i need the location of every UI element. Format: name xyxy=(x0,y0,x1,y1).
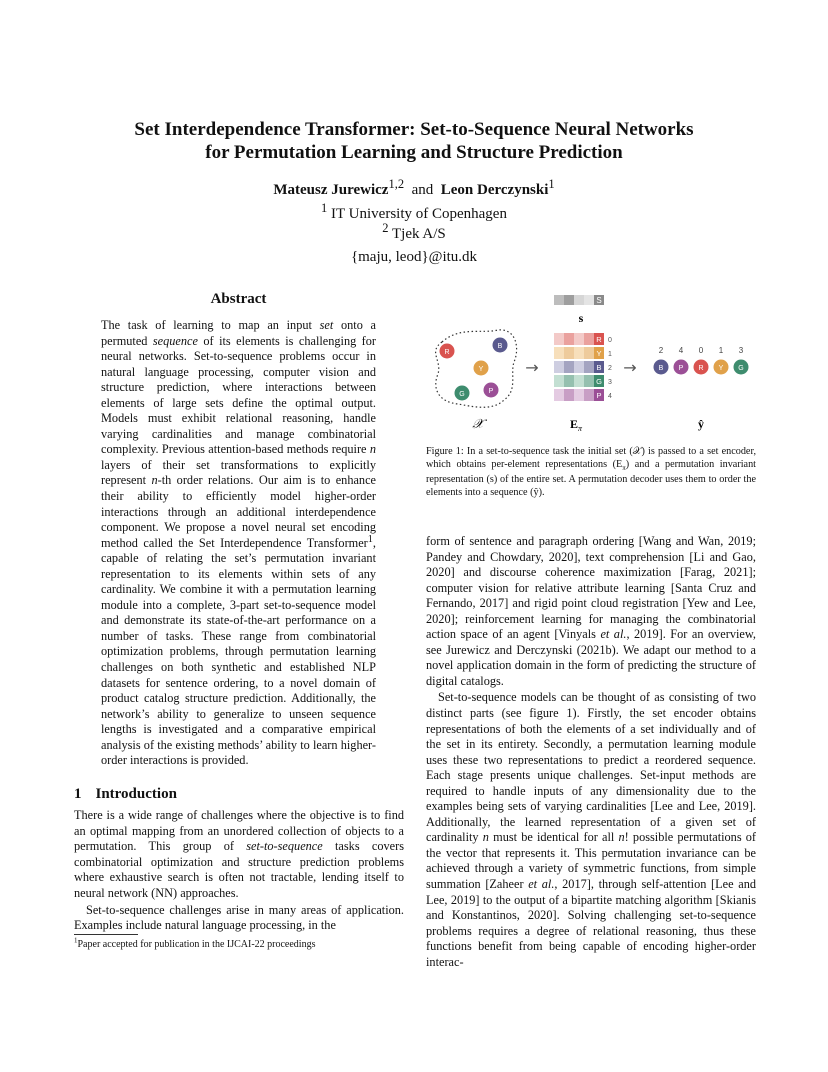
output-sequence xyxy=(654,346,749,375)
e-cell xyxy=(564,389,574,401)
paragraph-text: , 2019]. For an overview, see Jurewicz and Derczynski (2021b). We adapt our method to a novel application domain in the form of predicting the structure of digital catalogs. xyxy=(426,627,756,688)
math-n: n xyxy=(369,442,377,457)
e-cell xyxy=(584,389,594,401)
e-row-index: 4 xyxy=(608,393,612,400)
e-cell xyxy=(574,375,584,387)
figure-diagram xyxy=(420,290,760,440)
abstract-emphasis: sequence xyxy=(152,333,198,348)
abstract-heading: Abstract xyxy=(210,291,267,307)
paragraph xyxy=(426,690,756,970)
e-row-index: 1 xyxy=(608,351,612,358)
e-cell xyxy=(554,375,564,387)
affiliation-1 xyxy=(0,201,828,224)
element-representations xyxy=(554,333,612,401)
paragraph-text: ! possible permutations of the vector that represents it. This permutation invariance can be achieved through a variety of symmetric functions, from simple summation [Zaheer xyxy=(426,830,757,892)
e-token-letter: R xyxy=(596,335,602,344)
paragraph-emphasis: et al. xyxy=(528,877,555,892)
s-cell xyxy=(554,295,564,305)
section-number: 1 xyxy=(74,786,82,802)
abstract-text: The task of learning to map an input xyxy=(101,318,312,332)
set-node-label: R xyxy=(444,349,450,356)
e-cell xyxy=(584,347,594,359)
output-index: 2 xyxy=(658,346,664,355)
e-token-letter: P xyxy=(596,391,602,400)
author-conjunction: and xyxy=(411,182,434,198)
e-cell xyxy=(554,389,564,401)
caption-text: Figure 1: In a set-to-sequence task the initial set (𝒳) is passed to a set encoder, which obtains per-element representations (E xyxy=(426,446,756,470)
affiliations xyxy=(0,201,828,267)
footnote-mark[interactable]: 1 xyxy=(367,533,373,545)
output-node-label: P xyxy=(678,365,684,372)
e-cell xyxy=(574,389,584,401)
abstract-text: -th order relations. Our aim is to enhance their ability to efficiently model higher-order interactions through an additional interdependence component. We propose a novel neural set encoding method called the Set Interdependence Transformer xyxy=(101,473,376,550)
affiliation-1-name: IT University of Copenhagen xyxy=(331,206,507,222)
s-label: s xyxy=(578,311,584,325)
e-cell xyxy=(564,375,574,387)
output-index: 4 xyxy=(678,346,684,355)
e-token-letter: B xyxy=(596,363,602,372)
affiliation-1-mark: 1 xyxy=(321,201,328,215)
section-title: Introduction xyxy=(95,786,177,802)
output-node-label: B xyxy=(658,365,664,372)
e-token-letter: Y xyxy=(596,349,602,358)
paragraph-emphasis: set-to-sequence xyxy=(246,839,323,854)
e-token-letter: G xyxy=(596,377,602,386)
abstract-text: layers of their set transformations to explicitly represent xyxy=(101,457,376,488)
figure-1 xyxy=(420,290,760,440)
author-2-affil: 1 xyxy=(548,177,555,191)
e-cell xyxy=(554,333,564,345)
e-cell xyxy=(574,333,584,345)
set-node-label: P xyxy=(488,388,494,395)
e-row-index: 2 xyxy=(608,365,612,372)
author-1-affil: 1,2 xyxy=(388,177,405,191)
affiliation-2-name: Tjek A/S xyxy=(391,226,446,242)
author-line xyxy=(0,177,828,200)
paragraph: Set-to-sequence challenges arise in many areas of application. Examples include natural language processing, in the xyxy=(74,902,404,933)
e-cell xyxy=(574,361,584,373)
paragraph-text: There is a wide range of challenges where the objective is to find an optimal mapping from an unordered collection of objects to a permutation. This group of xyxy=(74,808,404,854)
e-cell xyxy=(574,347,584,359)
paragraph-emphasis: et al. xyxy=(600,627,627,642)
s-cell xyxy=(584,295,594,305)
abstract-body xyxy=(101,318,376,769)
paragraph-text: form of sentence and paragraph ordering [Wang and Wan, 2019; Pandey and Chowdary, 2020], text comprehension [Li and Gao, 2020] and discourse coherence maximization [Farag, 2021]; computer vision for relative attribute learning [Santa Cruz and Fernando, 2017] and rigid point cloud registration [Yew and Lee, 2020]; reinforcement learning for managing the combinatorial action space of an agent [Vinyals xyxy=(426,534,756,642)
math-n: n xyxy=(151,473,158,488)
output-node-label: G xyxy=(738,365,744,372)
e-label-sub: π xyxy=(578,424,583,433)
paragraph xyxy=(426,534,756,689)
section-heading xyxy=(74,786,404,803)
abstract-text: onto a permuted xyxy=(101,318,377,348)
output-index: 3 xyxy=(738,346,744,355)
x-label: 𝒳 xyxy=(472,416,484,431)
intro-body xyxy=(74,808,404,934)
abstract-emphasis: set xyxy=(319,318,334,332)
footnote-number: 1 xyxy=(74,936,78,945)
output-index: 0 xyxy=(698,346,704,355)
e-cell xyxy=(584,333,594,345)
paper-title xyxy=(0,118,828,164)
e-cell xyxy=(564,347,574,359)
e-cell xyxy=(554,361,564,373)
e-label-main: E xyxy=(569,417,578,431)
footnote-rule xyxy=(74,934,138,935)
output-node-label: R xyxy=(698,365,704,372)
set-node-label: G xyxy=(459,391,465,398)
abstract-text: , capable of relating the set’s permutation invariant representation to its elements within sets of any cardinality. We combine it with a permutation learning module into a complete, 3-part set-to-sequence model and demonstrate its state-of-the-art performance on a number of tasks. These range from combinatorial optimization problems, through permutation learning challenges on both synthetic and established NLP datasets for sentence ordering, to a novel domain of product catalog structure prediction. Additionally, the network’s ability to generalize to unseen sequence lengths is investigated and a comparative empirical analysis of the existing methods’ ability to learn higher-order interactions is provided. xyxy=(101,535,376,768)
title-line-2: for Permutation Learning and Structure Prediction xyxy=(205,142,623,163)
e-row-index: 0 xyxy=(608,337,612,344)
output-index: 1 xyxy=(718,346,724,355)
e-cell xyxy=(564,361,574,373)
paragraph xyxy=(74,808,404,902)
caption-text: ) and a permutation invariant representation (s) of the entire set. A permutation decoder uses them to order the elements into a sequence (ŷ). xyxy=(426,458,756,498)
paragraph-text: tasks covers combinatorial optimization and structure prediction problems where exhaustive search is often not tractable, lending itself to neural network (NN) approaches. xyxy=(74,839,404,900)
affiliation-2 xyxy=(0,221,828,244)
paragraph-text: must be identical for all xyxy=(493,830,615,845)
footnote xyxy=(74,938,404,951)
caption-sub: π xyxy=(622,463,626,472)
arrow-1: → xyxy=(525,358,539,377)
e-row-index: 3 xyxy=(608,379,612,386)
author-2: Leon Derczynski xyxy=(440,182,549,198)
s-token: S xyxy=(596,296,602,305)
arrow-2: → xyxy=(623,358,637,377)
title-line-1: Set Interdependence Transformer: Set-to-Sequence Neural Networks xyxy=(134,119,694,140)
right-column-body xyxy=(426,534,756,970)
e-cell xyxy=(584,375,594,387)
set-node-label: B xyxy=(497,343,503,350)
e-cell xyxy=(564,333,574,345)
y-hat-label: ŷ xyxy=(698,417,704,431)
email: {maju, leod}@itu.dk xyxy=(350,249,478,265)
e-label xyxy=(570,417,583,433)
output-node-label: Y xyxy=(718,365,724,372)
set-representation xyxy=(554,295,604,325)
figure-caption xyxy=(426,446,756,499)
footnote-text: Paper accepted for publication in the IJCAI-22 proceedings xyxy=(77,939,316,950)
math-n: n xyxy=(618,830,625,845)
set-node-label: Y xyxy=(478,366,484,373)
paragraph-text: , 2017], through self-attention [Lee and Lee, 2019] to the output of a bipartite matching algorithm [Skianis and Konstantinos, 2020]. Solving challenging set-to-sequence problems requires a degree of relational reasoning, thus these functions benefit from being capable of encoding higher-order interac- xyxy=(426,877,756,969)
e-cell xyxy=(554,347,564,359)
author-1: Mateusz Jurewicz xyxy=(273,182,389,198)
paragraph-text: Set-to-sequence models can be thought of as consisting of two distinct parts (see figure 1). Firstly, the set encoder obtains representations of both the elements of a set individually and of the set in its entirety. Secondly, a permutation learning module uses these two representations to predict a reordered sequence. Each stage presents unique challenges. Set-input methods are required to handle inputs of any dimensionality due to the examples being sets of varying cardinalities [Lee and Lee, 2019]. Additionally, the learned representation of a given set of cardinality xyxy=(426,690,756,845)
math-n: n xyxy=(482,830,489,845)
e-cell xyxy=(584,361,594,373)
input-set xyxy=(440,338,508,401)
s-cell xyxy=(574,295,584,305)
abstract-text: of its elements is challenging for neural networks. Set-to-sequence problems occur in natural language processing, computer vision and structure prediction, where interactions between elements of large sets define the optimal output. Models must exhibit relational reasoning, handle varying cardinalities and manage combinatorial complexity. Previous attention-based methods require xyxy=(101,333,377,457)
affiliation-2-mark: 2 xyxy=(382,221,389,235)
s-cell xyxy=(564,295,574,305)
